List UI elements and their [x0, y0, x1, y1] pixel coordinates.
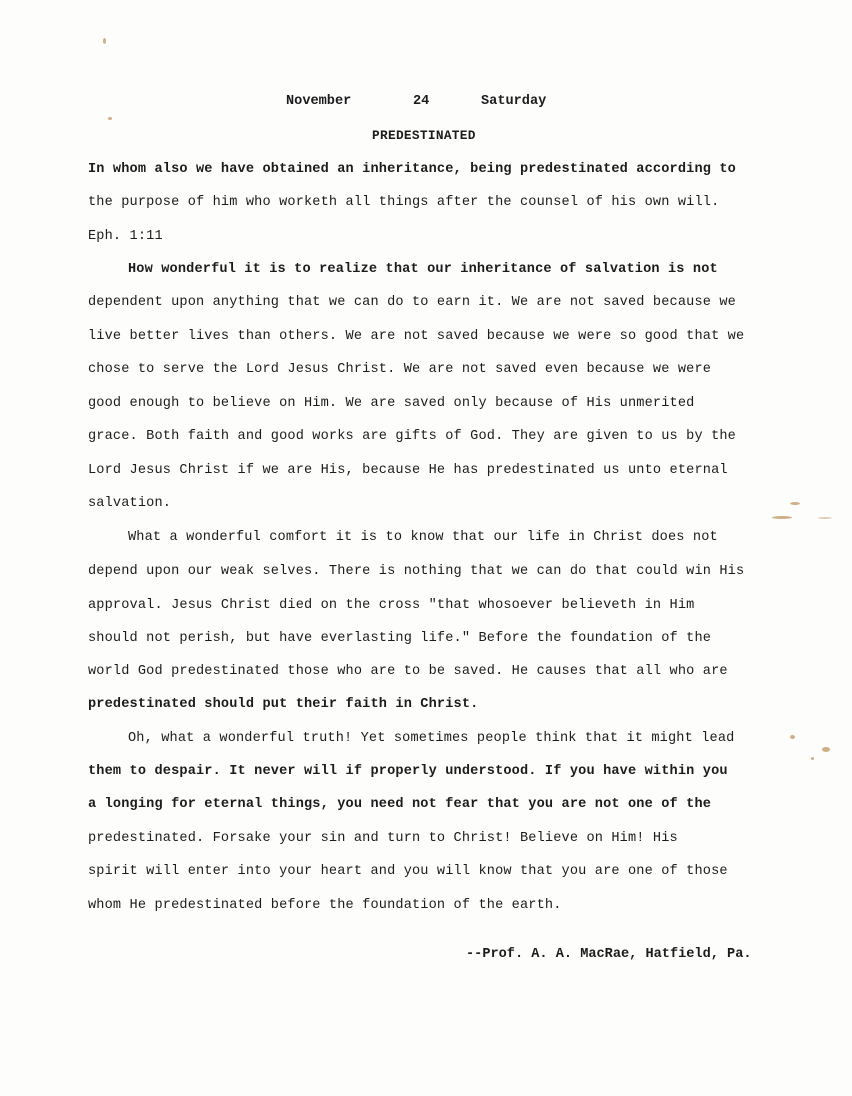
stain-speck — [818, 517, 832, 519]
stain-speck — [772, 516, 792, 519]
verse-line: the purpose of him who worketh all things after the counsel of his own will. — [88, 195, 720, 210]
stain-speck — [811, 757, 814, 760]
stain-speck — [103, 38, 106, 44]
paragraph-line: live better lives than others. We are not saved because we were so good that we — [88, 329, 745, 344]
stain-speck — [108, 117, 112, 120]
paragraph-line: a longing for eternal things, you need not fear that you are not one of the — [88, 797, 712, 812]
paragraph-line: should not perish, but have everlasting life." Before the foundation of the — [88, 631, 712, 646]
signature: --Prof. A. A. MacRae, Hatfield, Pa. — [466, 947, 752, 962]
paragraph-line: What a wonderful comfort it is to know that our life in Christ does not — [128, 530, 718, 545]
paragraph-line: Lord Jesus Christ if we are His, because He has predestinated us unto eternal — [88, 463, 728, 478]
paragraph-line: spirit will enter into your heart and you will know that you are one of those — [88, 864, 728, 879]
paragraph-line: predestinated. Forsake your sin and turn to Christ! Believe on Him! His — [88, 831, 678, 846]
stain-speck — [822, 747, 830, 752]
paragraph-line: predestinated should put their faith in Christ. — [88, 697, 479, 712]
paragraph-line: How wonderful it is to realize that our inheritance of salvation is not — [128, 262, 718, 277]
paragraph-line: good enough to believe on Him. We are saved only because of His unmerited — [88, 396, 695, 411]
date-day: 24 — [413, 94, 430, 109]
paragraph-line: depend upon our weak selves. There is nothing that we can do that could win His — [88, 564, 745, 579]
paragraph-line: salvation. — [88, 496, 172, 511]
verse-reference: Eph. 1:11 — [88, 229, 163, 244]
paragraph-line: approval. Jesus Christ died on the cross "that whosoever believeth in Him — [88, 598, 695, 613]
paragraph-line: grace. Both faith and good works are gifts of God. They are given to us by the — [88, 429, 736, 444]
date-month: November — [286, 94, 352, 109]
page-title: PREDESTINATED — [372, 128, 476, 143]
paragraph-line: chose to serve the Lord Jesus Christ. We are not saved even because we were — [88, 362, 712, 377]
date-weekday: Saturday — [481, 94, 547, 109]
paragraph-line: whom He predestinated before the foundation of the earth. — [88, 898, 562, 913]
paragraph-line: world God predestinated those who are to be saved. He causes that all who are — [88, 664, 728, 679]
verse-line: In whom also we have obtained an inheritance, being predestinated according to — [88, 162, 736, 177]
stain-speck — [790, 502, 800, 505]
stain-speck — [790, 735, 795, 739]
paragraph-line: Oh, what a wonderful truth! Yet sometimes people think that it might lead — [128, 731, 735, 746]
paragraph-line: dependent upon anything that we can do to earn it. We are not saved because we — [88, 295, 736, 310]
paragraph-line: them to despair. It never will if properly understood. If you have within you — [88, 764, 728, 779]
